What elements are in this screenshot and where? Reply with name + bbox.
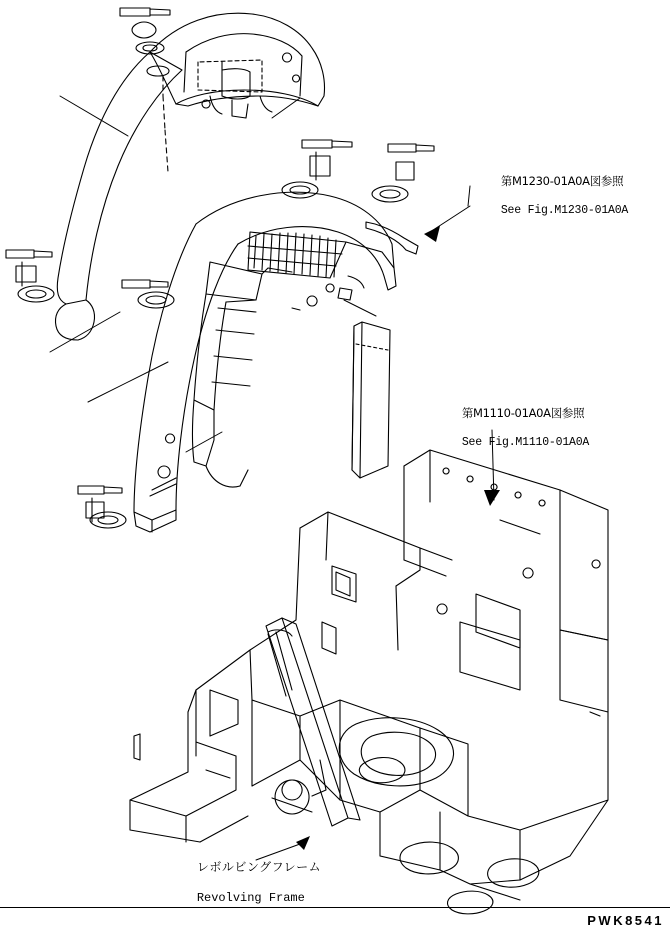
figure-code: PWK8541	[587, 913, 664, 928]
leader-lines	[50, 96, 494, 860]
annotation-ref-m1110-en: See Fig.M1110-01A0A	[461, 436, 590, 449]
annotation-ref-m1110-jp: 第M1110-01A0A図参照	[461, 406, 585, 420]
main-side-cover	[134, 192, 418, 532]
caption-revolving-frame	[168, 845, 321, 921]
annotation-ref-m1230-jp: 第M1230-01A0A図参照	[500, 174, 624, 188]
caption-revolving-frame-en: Revolving Frame	[196, 891, 305, 905]
bottom-rule	[0, 907, 670, 908]
caption-revolving-frame-jp: レボルビングフレーム	[196, 860, 322, 874]
annotation-ref-m1230-en: See Fig.M1230-01A0A	[500, 204, 629, 217]
center-vertical-panel	[352, 322, 390, 478]
annotation-ref-m1230	[474, 160, 628, 232]
hardware-bolts	[6, 8, 434, 528]
annotation-ref-m1110	[435, 392, 589, 464]
upper-cover-panel	[150, 13, 325, 118]
